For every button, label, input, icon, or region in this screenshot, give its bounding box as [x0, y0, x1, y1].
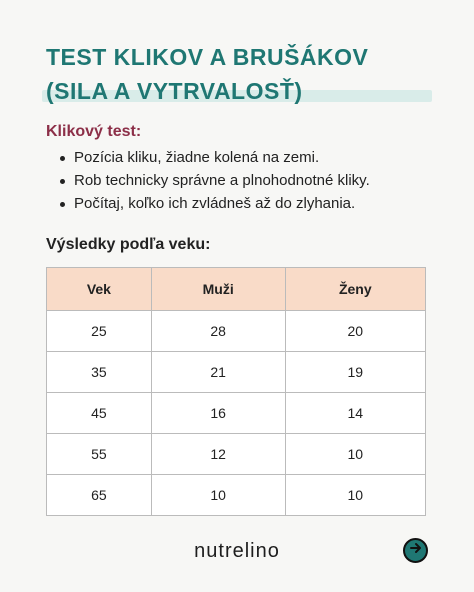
list-item: Pozícia kliku, žiadne kolená na zemi.: [52, 146, 370, 169]
table-cell: 55: [47, 434, 152, 475]
instruction-list: [52, 146, 370, 215]
table-row: [47, 434, 426, 475]
table-cell: 10: [285, 475, 425, 516]
table-cell: 45: [47, 393, 152, 434]
table-cell: 14: [285, 393, 425, 434]
table-cell: 20: [285, 311, 425, 352]
table-cell: 10: [285, 434, 425, 475]
table-header-row: [47, 268, 426, 311]
results-table: [46, 267, 426, 516]
brand-logo: nutrelino: [194, 540, 280, 562]
page-title: [46, 40, 446, 108]
column-header-men: Muži: [151, 268, 285, 311]
table-row: [47, 475, 426, 516]
table-row: [47, 393, 426, 434]
section-title: Klikový test:: [46, 123, 142, 140]
next-button[interactable]: [403, 538, 428, 563]
table-row: [47, 311, 426, 352]
table-cell: 16: [151, 393, 285, 434]
arrow-right-icon: [409, 541, 423, 560]
table-row: [47, 352, 426, 393]
table-cell: 28: [151, 311, 285, 352]
table-cell: 65: [47, 475, 152, 516]
title-line-1: TEST KLIKOV A BRUŠÁKOV: [46, 44, 369, 70]
table-cell: 21: [151, 352, 285, 393]
list-item: Rob technicky správne a plnohodnotné kliky.: [52, 169, 370, 192]
table-cell: 10: [151, 475, 285, 516]
title-line-2: (SILA A VYTRVALOSŤ): [46, 78, 303, 104]
table-cell: 35: [47, 352, 152, 393]
column-header-women: Ženy: [285, 268, 425, 311]
column-header-age: Vek: [47, 268, 152, 311]
table-cell: 19: [285, 352, 425, 393]
list-item: Počítaj, koľko ich zvládneš až do zlyhania.: [52, 192, 370, 215]
table-cell: 25: [47, 311, 152, 352]
table-cell: 12: [151, 434, 285, 475]
results-title: Výsledky podľa veku:: [46, 236, 211, 253]
